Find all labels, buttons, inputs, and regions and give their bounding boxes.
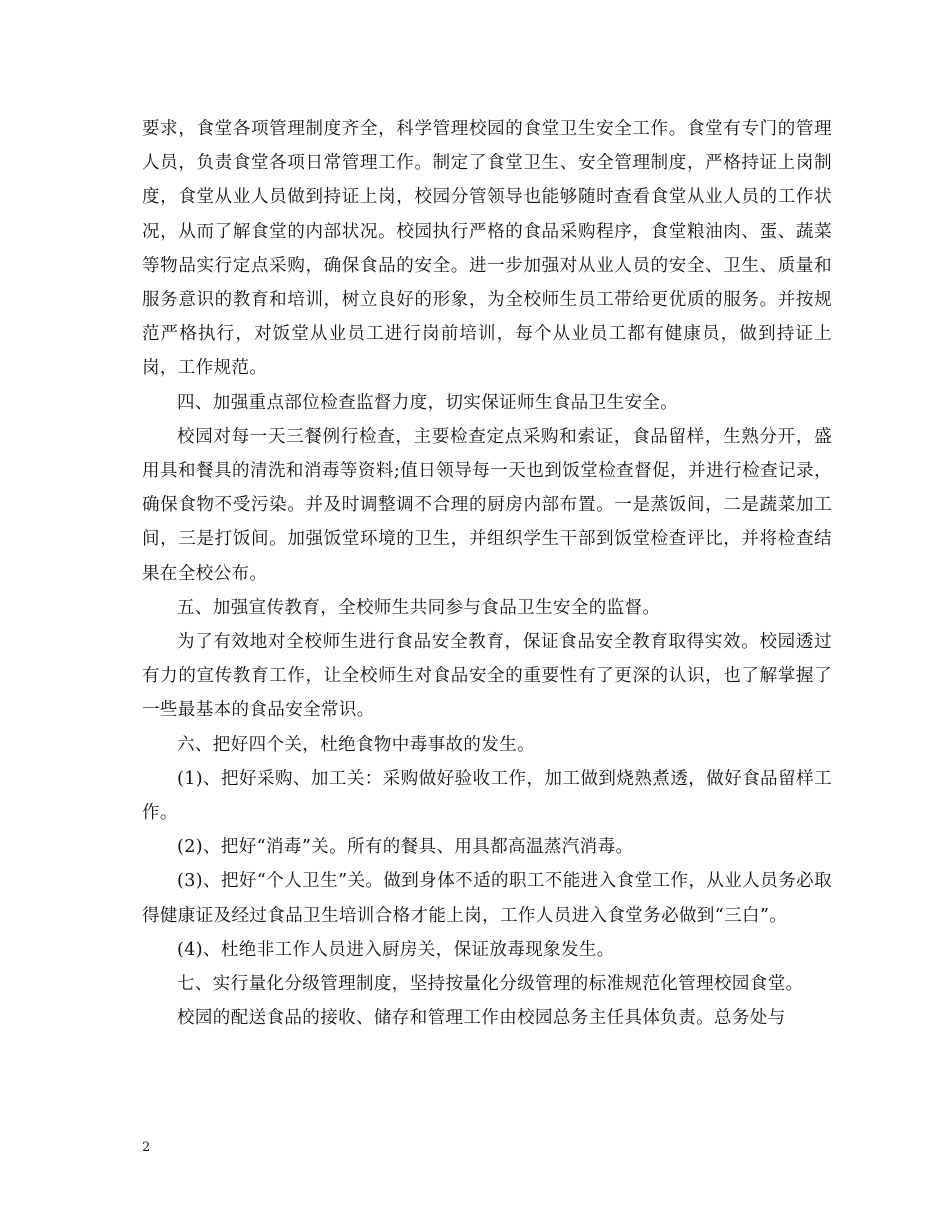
section-heading-five: 五、加强宣传教育，全校师生共同参与食品卫生安全的监督。 xyxy=(177,597,661,618)
list-item-procurement: (1)、把好采购、加工关：采购做好验收工作，加工做到烧熟煮透，做好食品留样工作。 xyxy=(142,768,832,824)
paragraph-food-management: 校园的配送食品的接收、储存和管理工作由校园总务主任具体负责。总务处与 xyxy=(177,1008,786,1029)
list-item-kitchen-access: (4)、杜绝非工作人员进入厨房关，保证放毒现象发生。 xyxy=(177,939,615,960)
paragraph-continuation: 要求，食堂各项管理制度齐全，科学管理校园的食堂卫生安全工作。食堂有专门的管理人员，负责食堂各项日常管理工作。制定了食堂卫生、安全管理制度，严格持证上岗制度，食堂从业人员做到持证上岗，校园分管领导也能够随时查看食堂从业人员的工作状况，从而了解食堂的内部状况。校园执行严格的食品采购程序，食堂粮油肉、蛋、蔬菜等物品实行定点采购，确保食品的安全。进一步加强对从业人员的安全、卫生、质量和服务意识的教育和培训，树立良好的形象，为全校师生员工带给更优质的服务。并按规范严格执行，对饭堂从业员工进行岗前培训，每个从业员工都有健康员，做到持证上岗，工作规范。 xyxy=(142,119,832,379)
section-heading-four: 四、加强重点部位检查监督力度，切实保证师生食品卫生安全。 xyxy=(177,392,679,413)
list-item-disinfection: (2)、把好“消毒”关。所有的餐具、用具都高温蒸汽消毒。 xyxy=(177,837,634,858)
paragraph-education: 为了有效地对全校师生进行食品安全教育，保证食品安全教育取得实效。校园透过有力的宣传教育工作，让全校师生对食品安全的重要性有了更深的认识，也了解掌握了一些最基本的食品安全常识。 xyxy=(142,632,832,721)
document-body xyxy=(142,112,832,1035)
paragraph-inspection: 校园对每一天三餐例行检查，主要检查定点采购和索证，食品留样，生熟分开，盛用具和餐具的清洗和消毒等资料;值日领导每一天也到饭堂检查督促，并进行检查记录，确保食物不受污染。并及时调整调不合理的厨房内部布置。一是蒸饭间，二是蔬菜加工间，三是打饭间。加强饭堂环境的卫生，并组织学生干部到饭堂检查评比，并将检查结果在全校公布。 xyxy=(142,426,832,584)
section-heading-seven: 七、实行量化分级管理制度，坚持按量化分级管理的标准规范化管理校园食堂。 xyxy=(177,974,804,995)
list-item-personal-hygiene: (3)、把好“个人卫生”关。做到身体不适的职工不能进入食堂工作，从业人员务必取得健康证及经过食品卫生培训合格才能上岗，工作人员进入食堂务必做到“三白”。 xyxy=(142,871,832,926)
page-number: 2 xyxy=(142,1140,151,1155)
section-heading-six: 六、把好四个关，杜绝食物中毒事故的发生。 xyxy=(177,734,535,755)
